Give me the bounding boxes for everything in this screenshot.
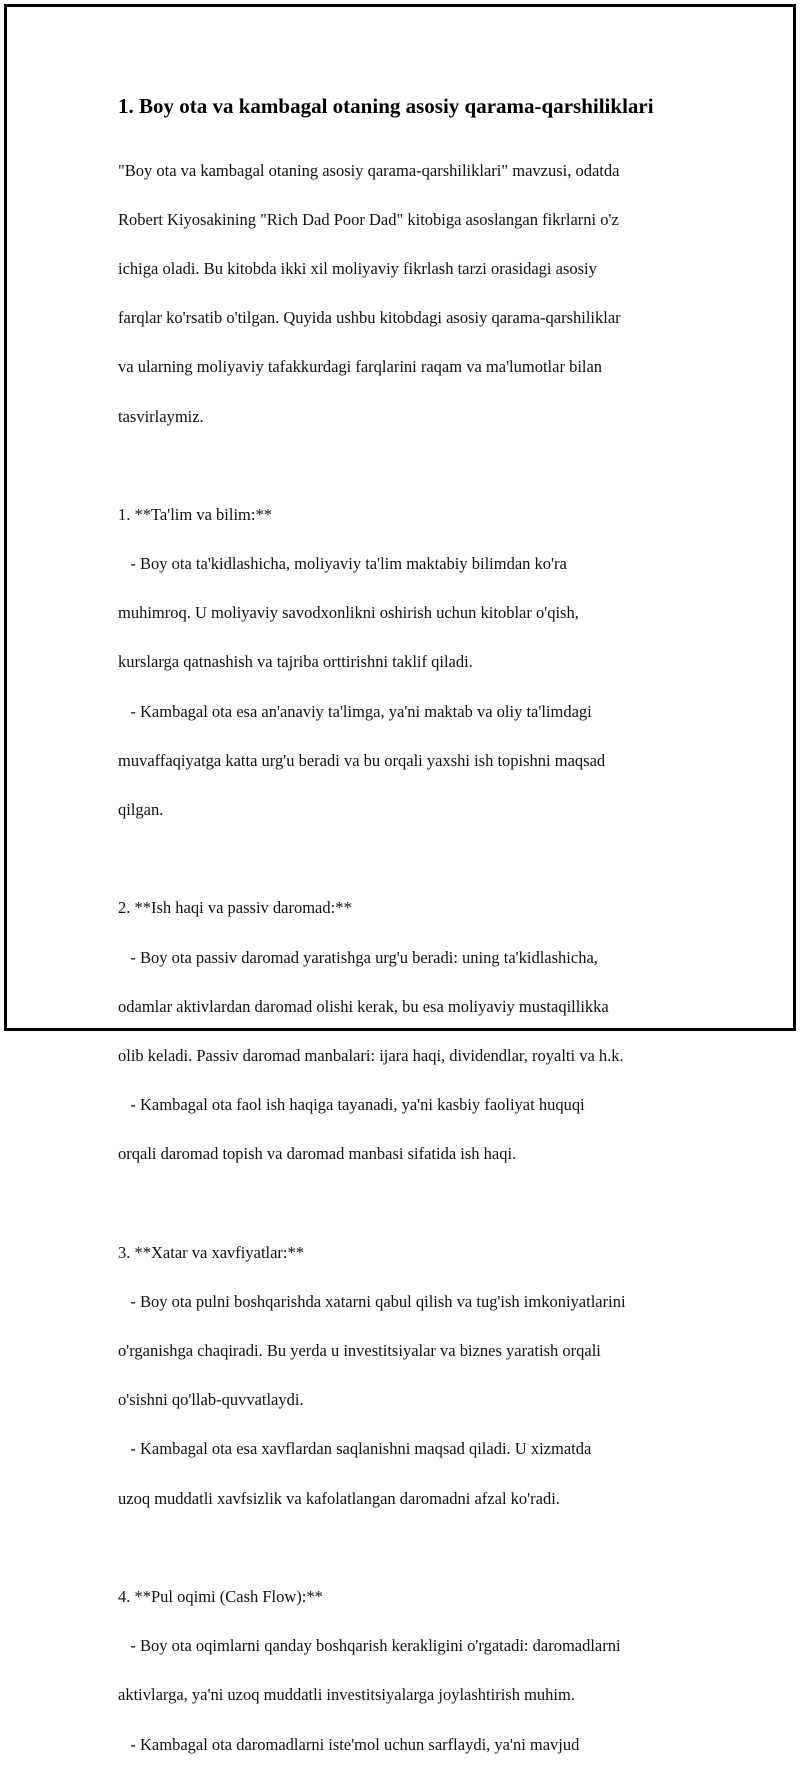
intro-line: farqlar ko'rsatib o'tilgan. Quyida ushbu kitobdagi asosiy qarama-qarshiliklar bbox=[118, 308, 621, 328]
section-line: kurslarga qatnashish va tajriba orttirishni taklif qiladi. bbox=[118, 652, 473, 672]
section-risk bbox=[118, 1216, 718, 1536]
intro-line: "Boy ota va kambagal otaning asosiy qarama-qarshiliklari" mavzusi, odatda bbox=[118, 160, 620, 180]
document-body bbox=[118, 92, 718, 1782]
section-line: - Kambagal ota esa an'anaviy ta'limga, ya'ni maktab va oliy ta'limdagi bbox=[118, 701, 592, 721]
section-line: - Boy ota oqimlarni qanday boshqarish kerakligini o'rgatadi: daromadlarni bbox=[118, 1636, 621, 1656]
section-line: qilgan. bbox=[118, 800, 164, 820]
section-line: - Boy ota ta'kidlashicha, moliyaviy ta'lim maktabiy bilimdan ko'ra bbox=[118, 554, 567, 574]
intro-paragraph bbox=[118, 134, 718, 454]
section-line: muvaffaqiyatga katta urg'u beradi va bu orqali yaxshi ish topishni maqsad bbox=[118, 750, 606, 770]
intro-line: ichiga oladi. Bu kitobda ikki xil moliyaviy fikrlash tarzi orasidagi asosiy bbox=[118, 258, 597, 278]
section-heading: 1. **Ta'lim va bilim:** bbox=[118, 504, 272, 524]
section-heading: 3. **Xatar va xavfiyatlar:** bbox=[118, 1242, 305, 1262]
section-heading: 2. **Ish haqi va passiv daromad:** bbox=[118, 898, 352, 918]
section-line: muhimroq. U moliyaviy savodxonlikni oshirish uchun kitoblar o'qish, bbox=[118, 603, 579, 623]
section-line: - Boy ota passiv daromad yaratishga urg'u beradi: uning ta'kidlashicha, bbox=[118, 947, 598, 967]
section-heading: 4. **Pul oqimi (Cash Flow):** bbox=[118, 1587, 323, 1607]
intro-line: tasvirlaymiz. bbox=[118, 406, 204, 426]
section-line: odamlar aktivlardan daromad olishi kerak, bu esa moliyaviy mustaqillikka bbox=[118, 996, 609, 1016]
intro-line: Robert Kiyosakining "Rich Dad Poor Dad" kitobiga asoslangan fikrlarni o'z bbox=[118, 209, 619, 229]
section-income bbox=[118, 872, 718, 1192]
section-line: o'sishni qo'llab-quvvatlaydi. bbox=[118, 1390, 304, 1410]
section-line: - Kambagal ota daromadlarni iste'mol uchun sarflaydi, ya'ni mavjud bbox=[118, 1734, 580, 1754]
section-line: aktivlarga, ya'ni uzoq muddatli investitsiyalarga joylashtirish muhim. bbox=[118, 1685, 575, 1705]
section-cash-flow bbox=[118, 1560, 718, 1781]
section-line: - Kambagal ota faol ish haqiga tayanadi, ya'ni kasbiy faoliyat huquqi bbox=[118, 1095, 585, 1115]
section-line: - Kambagal ota esa xavflardan saqlanishni maqsad qiladi. U xizmatda bbox=[118, 1439, 592, 1459]
section-line: - Boy ota pulni boshqarishda xatarni qabul qilish va tug'ish imkoniyatlarini bbox=[118, 1291, 626, 1311]
section-line: olib keladi. Passiv daromad manbalari: ijara haqi, dividendlar, royalti va h.k. bbox=[118, 1045, 624, 1065]
section-line: uzoq muddatli xavfsizlik va kafolatlangan daromadni afzal ko'radi. bbox=[118, 1488, 560, 1508]
document-title: 1. Boy ota va kambagal otaning asosiy qarama-qarshiliklari bbox=[118, 94, 654, 118]
section-line: orqali daromad topish va daromad manbasi sifatida ish haqi. bbox=[118, 1144, 517, 1164]
section-line: o'rganishga chaqiradi. Bu yerda u investitsiyalar va biznes yaratish orqali bbox=[118, 1341, 601, 1361]
section-education bbox=[118, 478, 718, 847]
intro-line: va ularning moliyaviy tafakkurdagi farqlarini raqam va ma'lumotlar bilan bbox=[118, 357, 603, 377]
